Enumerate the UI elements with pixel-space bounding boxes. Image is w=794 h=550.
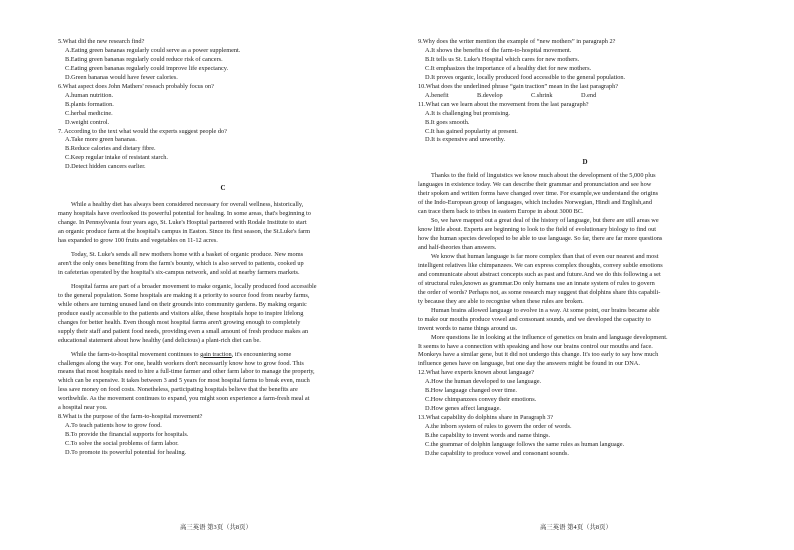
question-9-text: 9.Why does the writer mention the example of “new mothers” in paragraph 2?	[418, 38, 616, 45]
text-line: We know that human language is far more complex than that of even our nearest and most	[431, 252, 659, 260]
option-6b: B.plants formation.	[65, 100, 114, 108]
page-footer-left: 高三英语 第3页（共8页）	[180, 524, 252, 531]
text-line: Monkeys have a similar gene, but it did not undergo this change. It's too early to say how much	[418, 351, 659, 359]
text-line: a hospital near you.	[58, 404, 108, 412]
right-column	[418, 0, 752, 459]
option-11b: B.It goes smooth.	[425, 118, 470, 126]
question-13	[418, 414, 752, 459]
option-11c: C.It has gained popularity at present.	[425, 127, 518, 135]
page-footer-right: 高三英语 第4页（共8页）	[540, 524, 612, 531]
text-line: languages in existence today. We can describe their grammar and pronunciation and see how	[418, 181, 652, 189]
option-5c: C.Eating green bananas regularly could improve life expectancy.	[65, 64, 229, 72]
text-line: which can be expensive. It takes between 3 and 5 years for most hospital farms to break even, much	[58, 377, 310, 385]
text-line: aren't the only ones benefiting from the farm's bounty, which is also served to patients, cooked up	[58, 259, 304, 267]
text-line: produce easily accessible to the patients and visitors alike, these hospitals hope to inspire lifelong	[58, 309, 304, 317]
text-segment: , it's encountering some	[231, 350, 292, 358]
question-10-options	[418, 92, 752, 101]
left-column	[58, 0, 388, 458]
text-line: supply their staff and patient food needs, providing even a small amount of fresh produce makes an	[58, 327, 309, 335]
text-line: means that most hospitals need to hire a full-time farmer and other farm labor to manage the property,	[58, 368, 315, 376]
question-12-text: 12.What have experts known about language?	[418, 369, 535, 377]
option-6c: C.herbal medicine.	[65, 109, 113, 117]
section-c-heading: C	[220, 184, 226, 193]
option-10c: C.shrink	[531, 91, 553, 99]
text-line: Hospital farms are part of a broader movement to make organic, locally produced food accessible	[71, 282, 317, 290]
option-9b: B.It tells us St. Luke's Hospital which cares for new mothers.	[425, 55, 580, 63]
text-line: It seems to have a connection with speaking and how our brains control our mouths and face.	[418, 342, 653, 350]
text-line: less save money on food costs. Nonetheless, participating hospitals believe that the benefits are	[58, 386, 298, 394]
option-8a: A.To teach patients how to grow food.	[65, 422, 162, 430]
question-6	[58, 83, 388, 128]
question-11-text: 11.What can we learn about the movement from the last paragraph?	[418, 100, 589, 108]
passage-c-paragraph-1	[58, 201, 388, 246]
option-10d: D.end	[581, 91, 597, 99]
option-11a: A.It is challenging but promising.	[425, 109, 510, 117]
text-line: to the general population. Some hospitals are making it a priority to source food from nearby farms,	[58, 291, 310, 299]
text-line: of the Indo-European group of languages, which includes Norwegian, Hindi and English,and	[418, 199, 652, 207]
option-6d: D.weight control.	[65, 118, 110, 126]
question-12	[418, 369, 752, 414]
text-line: an organic produce farm at the hospital's campus in Easton. Since its first season, the St.Luke's farm	[58, 228, 311, 236]
text-line: in cafeterias operated by the hospital's six-campus network, and sold at nearby farmers markets.	[58, 268, 300, 276]
option-11d: D.It is expensive and unworthy.	[425, 136, 506, 144]
text-line: Thanks to the field of linguistics we know much about the development of the 5,000 plus	[431, 172, 656, 180]
question-13-text: 13.What capability do dolphins share in Paragraph 3?	[418, 414, 553, 422]
text-line: has expanded to grow 100 fruits and vegetables on 11-12 acres.	[58, 237, 218, 245]
option-8d: D.To promote its powerful potential for healing.	[65, 449, 187, 457]
text-line: to make our mouths produce vowel and consonant sounds, and we developed the capacity to	[418, 315, 651, 323]
passage-c-paragraph-2	[58, 251, 388, 278]
option-8b: B.To provide the financial supports for hospitals.	[65, 431, 189, 439]
question-7	[58, 128, 388, 173]
option-13d: D.the capability to produce vowel and consonant sounds.	[425, 449, 569, 457]
option-12c: C.How chimpanzees convey their emotions.	[425, 396, 537, 404]
text-line: can trace them back to tribes in eastern Europe in about 3000 BC.	[418, 208, 584, 216]
text-line: ty because they are able to recognise when these rules are broken.	[418, 297, 584, 305]
text-line: of structural rules,known as grammar.Do only humans use an innate system of rules to govern	[418, 279, 655, 287]
text-line: influence genes have on language, but one day the answers might be found in our DNA.	[418, 360, 640, 368]
text-line: the order of words? Perhaps not, as some research may suggest that dolphins share this capabili-	[418, 288, 661, 296]
question-5-text: 5.What did the new research find?	[58, 38, 145, 45]
option-13c: C.the grammar of dolphin language follows the same rules as human language.	[425, 440, 625, 448]
text-line: many hospitals have overlooked its powerful potential for healing. In some areas, that's beginning to	[58, 210, 311, 218]
option-5b: B.Eating green bananas regularly could reduce risk of cancers.	[65, 55, 223, 63]
question-7-text: 7. According to the text what would the experts suggest people do?	[58, 127, 227, 135]
question-9	[418, 38, 752, 83]
text-line: challenges along the way. For one, health workers don't necessarily know how to grow food. This	[58, 359, 304, 367]
option-7c: C.Keep regular intake of resistant starch.	[65, 154, 168, 162]
text-line: While a healthy diet has always been considered necessary for overall wellness, historically,	[71, 201, 304, 209]
text-line: changes for better health. Even though most hospital farms aren't growing enough to completely	[58, 318, 301, 326]
text-line: how the human species developed to be able to use language. So far, there are far more questions	[418, 235, 663, 243]
option-12a: A.How the human developed to use language.	[425, 378, 542, 386]
option-9d: D.It proves organic, locally produced food accessible to the general population.	[425, 73, 626, 81]
question-5	[58, 38, 388, 83]
option-6a: A.human nutrition.	[65, 91, 114, 99]
option-10a: A.benefit	[425, 91, 449, 99]
text-segment: While the farm-to-hospital movement continues to	[71, 350, 201, 358]
option-9a: A.It shows the benefits of the farm-to-hospital movement.	[425, 46, 572, 54]
question-8-text: 8.What is the purpose of the farm-to-hospital movement?	[58, 413, 203, 421]
question-10-text: 10.What does the underlined phrase “gain traction” mean in the last paragraph?	[418, 82, 619, 90]
text-line: know little about. Experts are beginning to look to the field of evolutionary biology to find out	[418, 226, 657, 234]
option-5a: A.Eating green bananas regularly could serve as a power supplement.	[65, 46, 241, 54]
text-line: Today, St. Luke's sends all new mothers home with a basket of organic produce. New moms	[71, 251, 304, 259]
text-line: their spoken and written forms have changed over time. For example,we understand the origins	[418, 190, 659, 198]
question-11	[418, 101, 752, 146]
text-line	[58, 351, 388, 360]
text-line: invent words to name things around us.	[418, 324, 518, 332]
passage-d-paragraph-3	[418, 253, 752, 307]
text-line: educational statement about how healthy (and delicious) a plant-rich diet can be.	[58, 336, 261, 344]
question-6-text: 6.What aspect does John Mathers' reseach probably focus on?	[58, 82, 214, 90]
option-13a: A.the inborn system of rules to govern the order of words.	[425, 423, 572, 431]
option-12b: B.How language changed over time.	[425, 387, 517, 395]
passage-d-paragraph-1	[418, 172, 752, 217]
option-12d: D.How genes affect language.	[425, 405, 501, 413]
text-line: worthwhile. As the movement continues to expand, you might soon experience a farm-fresh meal at	[58, 395, 310, 403]
passage-d-paragraph-2	[418, 217, 752, 253]
text-line: and half-theories than answers.	[418, 244, 497, 252]
text-line: while others are turning unused land on their grounds into community gardens. By making organic	[58, 300, 307, 308]
text-line: So, we have mapped out a great deal of the history of language, but there are still areas we	[431, 217, 659, 225]
question-10	[418, 83, 752, 101]
option-10b: B.develop	[477, 91, 503, 99]
text-line: and communicate about abstract concepts such as past and future.And we do this following a set	[418, 270, 661, 278]
option-5d: D.Green bananas would have fewer calories.	[65, 73, 178, 81]
option-7a: A.Take more green bananas.	[65, 136, 137, 144]
option-9c: C.It emphasizes the importance of a healthy diet for new mothers.	[425, 64, 592, 72]
text-line: Human brains allowed language to evolve in a way. At some point, our brains became able	[431, 306, 660, 314]
passage-c-paragraph-3	[58, 283, 388, 346]
text-line: change. In Pennsylvania four years ago, St. Luke's Hospital partnered with Rodale Institute to start	[58, 219, 307, 227]
section-d-heading: D	[582, 158, 588, 167]
option-7b: B.Reduce calories and dietary fibre.	[65, 145, 156, 153]
text-line: More questions lie in looking at the influence of genetics on brain and language development.	[431, 333, 668, 341]
passage-d-paragraph-4	[418, 307, 752, 334]
option-13b: B.the capability to invent words and name things.	[425, 432, 551, 440]
question-8	[58, 413, 388, 458]
text-line: intelligent relatives like chimpanzees. We can express complex thoughts, convey subtle emotions	[418, 261, 663, 269]
option-7d: D.Detect hidden cancers earlier.	[65, 163, 146, 171]
underlined-phrase: gain traction	[200, 350, 232, 358]
passage-d-paragraph-5	[418, 334, 752, 370]
option-8c: C.To solve the social problems of farm labor.	[65, 440, 179, 448]
passage-c-paragraph-4	[58, 351, 388, 414]
